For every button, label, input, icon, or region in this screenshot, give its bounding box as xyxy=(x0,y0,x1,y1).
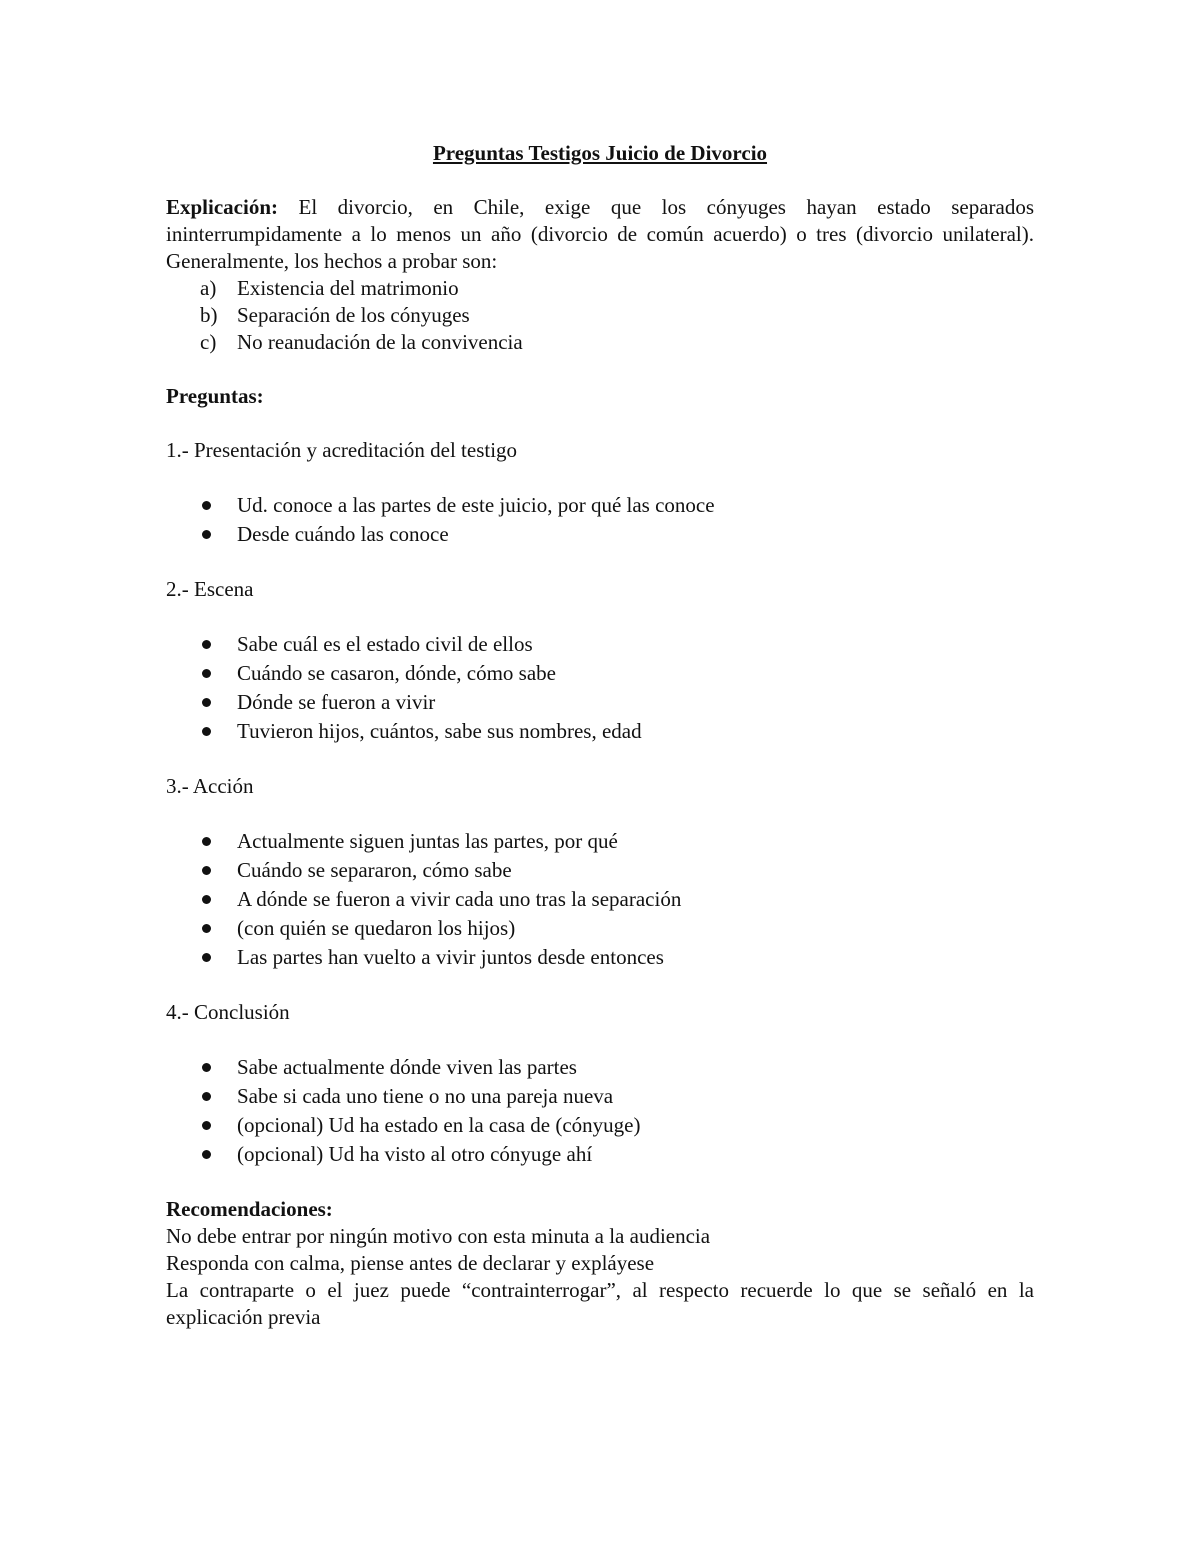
question-text: Desde cuándo las conoce xyxy=(237,522,449,546)
question-item xyxy=(166,520,1034,549)
question-text: Las partes han vuelto a vivir juntos desde entonces xyxy=(237,945,664,969)
question-text: Sabe si cada uno tiene o no una pareja nueva xyxy=(237,1084,614,1108)
bullet-icon xyxy=(202,501,211,510)
fact-item xyxy=(166,302,1034,329)
bullet-icon xyxy=(202,530,211,539)
bullet-icon xyxy=(202,640,211,649)
bullet-icon xyxy=(202,727,211,736)
question-item xyxy=(166,1053,1034,1082)
fact-text: No reanudación de la convivencia xyxy=(237,330,523,354)
bullet-icon xyxy=(202,1063,211,1072)
question-item xyxy=(166,688,1034,717)
bullet-icon xyxy=(202,698,211,707)
questions-heading: Preguntas: xyxy=(166,384,264,408)
question-list xyxy=(166,491,1034,549)
bullet-icon xyxy=(202,1092,211,1101)
question-text: Dónde se fueron a vivir xyxy=(237,690,436,714)
question-item xyxy=(166,1111,1034,1140)
question-list xyxy=(166,827,1034,972)
bullet-icon xyxy=(202,924,211,933)
recommendation-item: No debe entrar por ningún motivo con esta minuta a la audiencia xyxy=(166,1224,711,1248)
fact-marker: a) xyxy=(200,276,217,300)
question-text: Sabe actualmente dónde viven las partes xyxy=(237,1055,577,1079)
bullet-icon xyxy=(202,895,211,904)
bullet-icon xyxy=(202,953,211,962)
recommendation-item: Responda con calma, piense antes de declarar y expláyese xyxy=(166,1251,655,1275)
section-title: 2.- Escena xyxy=(166,577,254,601)
fact-marker: c) xyxy=(200,330,217,354)
bullet-icon xyxy=(202,866,211,875)
question-text: Tuvieron hijos, cuántos, sabe sus nombres, edad xyxy=(237,719,642,743)
intro-label: Explicación: xyxy=(166,195,279,219)
bullet-icon xyxy=(202,837,211,846)
bullet-icon xyxy=(202,1150,211,1159)
question-list xyxy=(166,1053,1034,1169)
question-item xyxy=(166,659,1034,688)
facts-list xyxy=(166,275,1034,356)
section-title: 4.- Conclusión xyxy=(166,1000,290,1024)
question-item xyxy=(166,717,1034,746)
question-text: A dónde se fueron a vivir cada uno tras la separación xyxy=(237,887,682,911)
document-page xyxy=(166,140,1034,1331)
question-item xyxy=(166,630,1034,659)
recommendation-item: La contraparte o el juez puede “contrainterrogar”, al respecto recuerde lo que se señaló en la explicación previa xyxy=(166,1278,1034,1329)
bullet-icon xyxy=(202,669,211,678)
question-item xyxy=(166,885,1034,914)
question-text: (opcional) Ud ha visto al otro cónyuge ahí xyxy=(237,1142,593,1166)
question-list xyxy=(166,630,1034,746)
question-text: (opcional) Ud ha estado en la casa de (cónyuge) xyxy=(237,1113,641,1137)
question-text: (con quién se quedaron los hijos) xyxy=(237,916,516,940)
fact-item xyxy=(166,329,1034,356)
question-item xyxy=(166,1082,1034,1111)
fact-text: Separación de los cónyuges xyxy=(237,303,470,327)
fact-text: Existencia del matrimonio xyxy=(237,276,459,300)
question-item xyxy=(166,943,1034,972)
fact-item xyxy=(166,275,1034,302)
question-text: Sabe cuál es el estado civil de ellos xyxy=(237,632,533,656)
document-title: Preguntas Testigos Juicio de Divorcio xyxy=(432,141,768,165)
section-title: 1.- Presentación y acreditación del testigo xyxy=(166,438,518,462)
question-item xyxy=(166,491,1034,520)
question-item xyxy=(166,1140,1034,1169)
question-text: Ud. conoce a las partes de este juicio, por qué las conoce xyxy=(237,493,715,517)
question-item xyxy=(166,827,1034,856)
question-item xyxy=(166,856,1034,885)
bullet-icon xyxy=(202,1121,211,1130)
question-item xyxy=(166,914,1034,943)
intro-paragraph xyxy=(166,194,1034,275)
fact-marker: b) xyxy=(200,303,218,327)
question-text: Cuándo se separaron, cómo sabe xyxy=(237,858,512,882)
question-text: Cuándo se casaron, dónde, cómo sabe xyxy=(237,661,556,685)
section-title: 3.- Acción xyxy=(166,774,254,798)
intro-text: El divorcio, en Chile, exige que los cónyuges hayan estado separados ininterrumpidamente a lo menos un año (divorcio de común acuerdo) o tres (divorcio unilateral). Generalmente, los hechos a probar son: xyxy=(166,195,1034,273)
question-text: Actualmente siguen juntas las partes, por qué xyxy=(237,829,618,853)
recommendations-heading: Recomendaciones: xyxy=(166,1197,333,1221)
